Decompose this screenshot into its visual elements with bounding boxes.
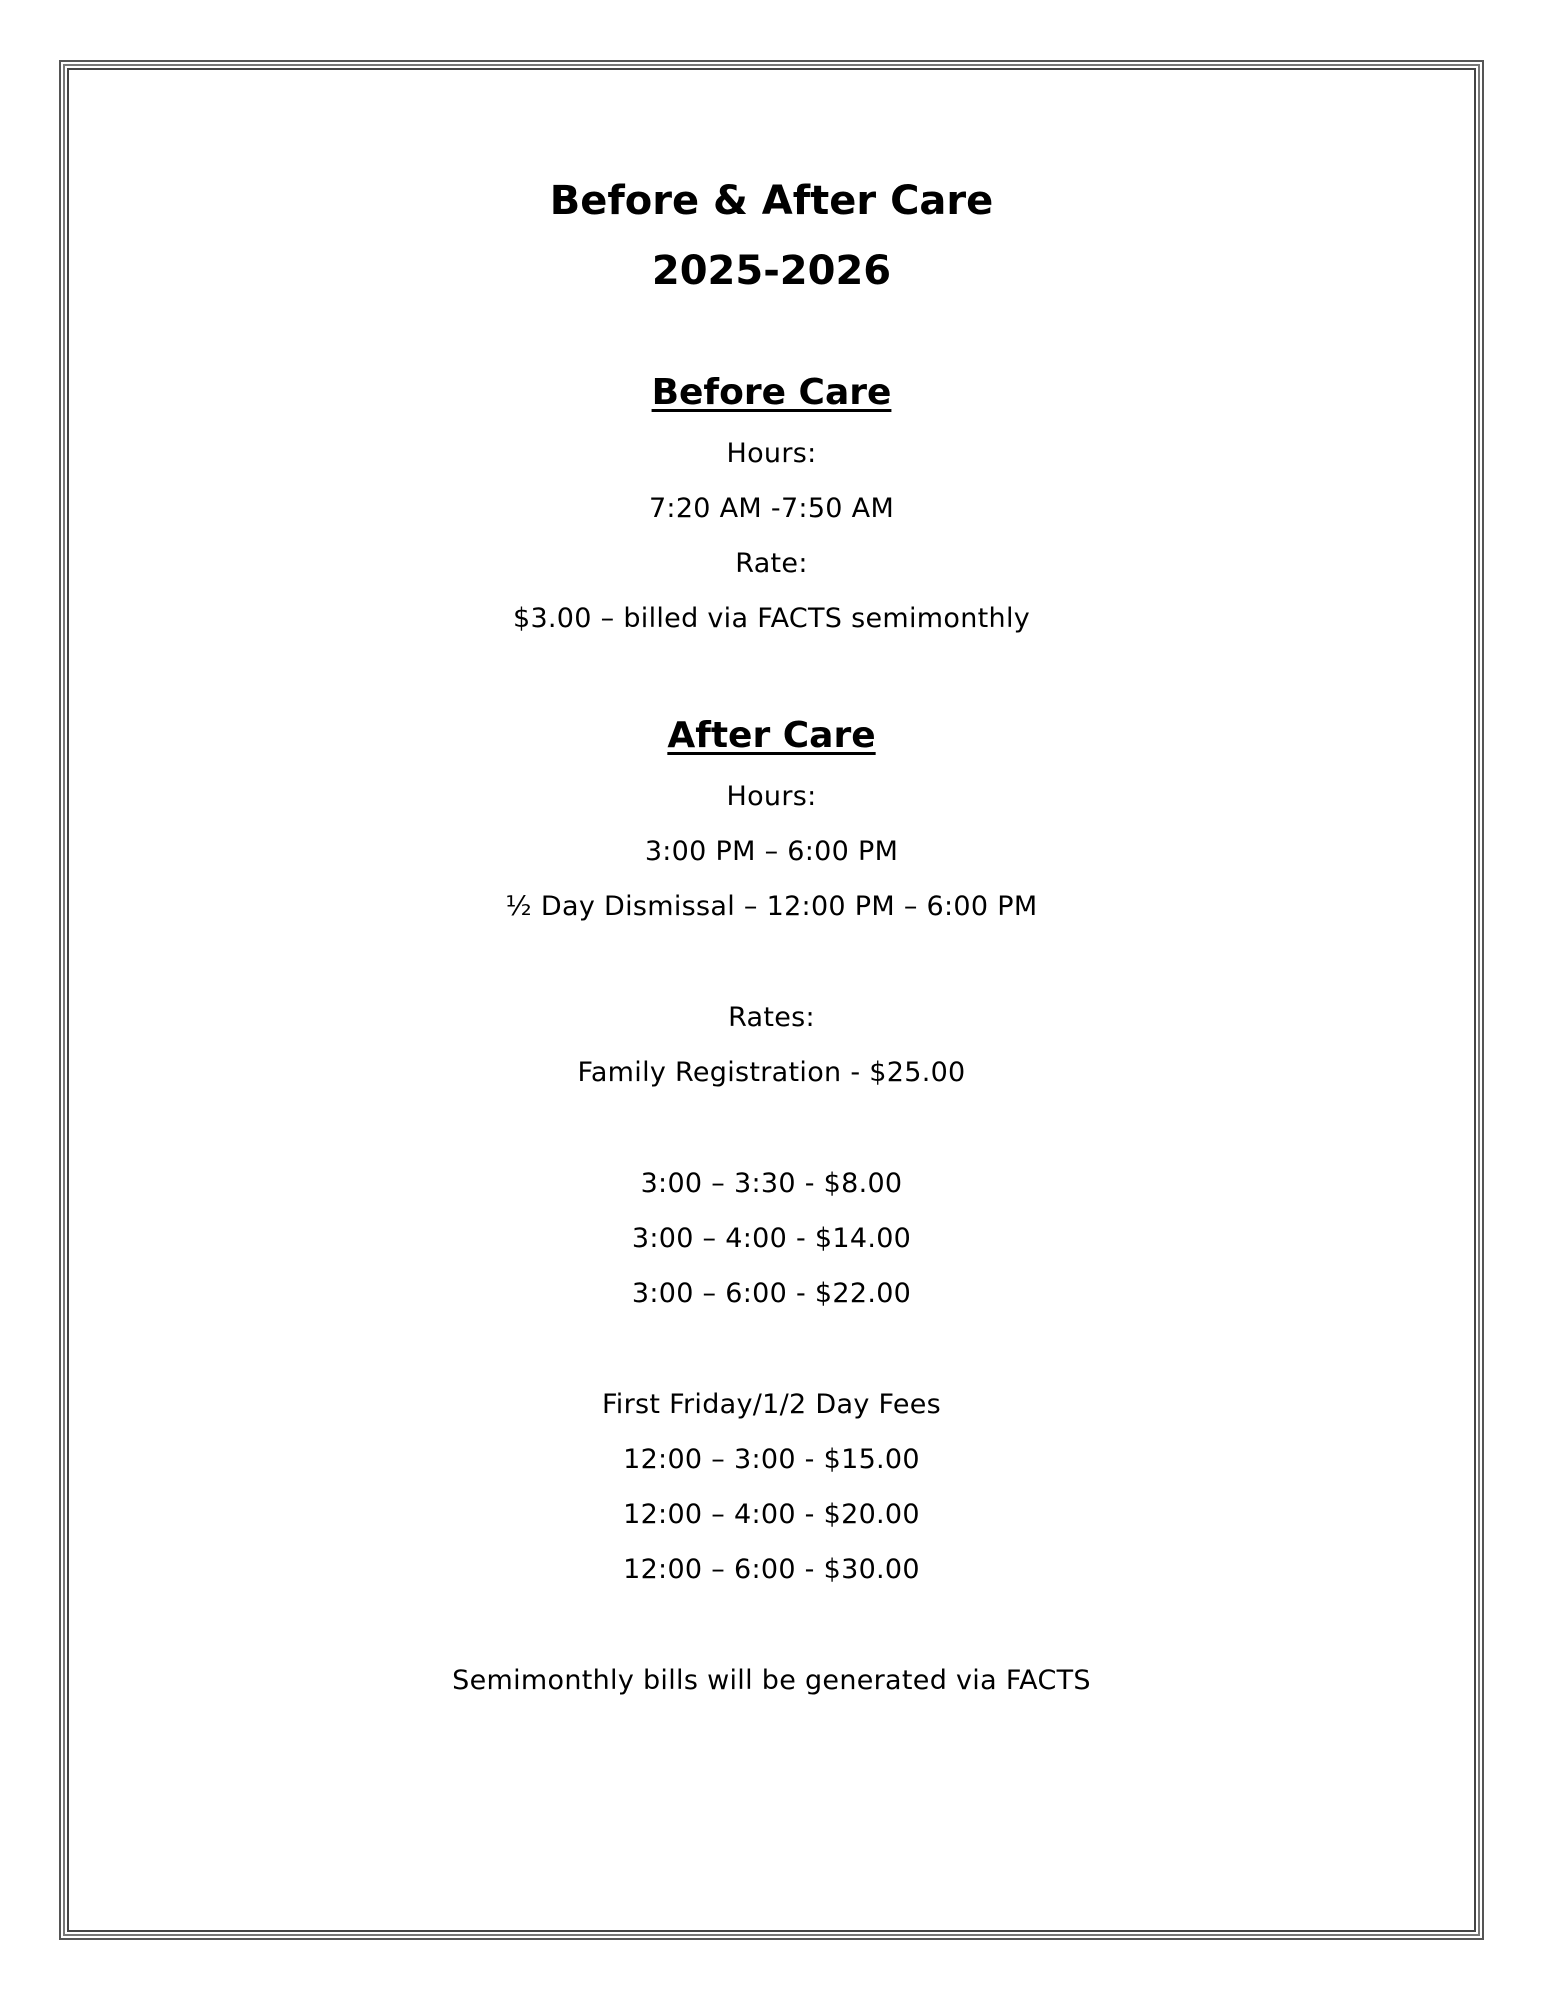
after-care-heading: After Care <box>667 715 876 756</box>
family-registration: Family Registration - $25.00 <box>577 1057 966 1088</box>
billing-note: Semimonthly bills will be generated via FACTS <box>452 1665 1091 1696</box>
before-care-heading: Before Care <box>651 372 892 413</box>
half-day-dismissal: ½ Day Dismissal – 12:00 PM – 6:00 PM <box>505 891 1038 922</box>
rate-item: 3:00 – 4:00 - $14.00 <box>631 1223 912 1254</box>
after-care-hours-label: Hours: <box>726 781 817 812</box>
before-care-rate: $3.00 – billed via FACTS semimonthly <box>512 603 1031 634</box>
before-care-hours-label: Hours: <box>726 438 817 469</box>
before-care-hours: 7:20 AM -7:50 AM <box>648 493 895 524</box>
after-care-hours: 3:00 PM – 6:00 PM <box>644 836 899 867</box>
school-year: 2025-2026 <box>651 248 892 294</box>
first-friday-rate-item: 12:00 – 6:00 - $30.00 <box>623 1554 920 1585</box>
rate-item: 3:00 – 3:30 - $8.00 <box>640 1168 903 1199</box>
document-title: Before & After Care <box>549 178 994 224</box>
first-friday-rate-item: 12:00 – 3:00 - $15.00 <box>623 1444 920 1475</box>
rates-label: Rates: <box>728 1002 815 1033</box>
first-friday-rate-item: 12:00 – 4:00 - $20.00 <box>623 1499 920 1530</box>
rate-item: 3:00 – 6:00 - $22.00 <box>631 1278 912 1309</box>
before-care-rate-label: Rate: <box>735 548 808 579</box>
page-border-inner <box>67 68 1476 1932</box>
first-friday-label: First Friday/1/2 Day Fees <box>601 1389 942 1420</box>
